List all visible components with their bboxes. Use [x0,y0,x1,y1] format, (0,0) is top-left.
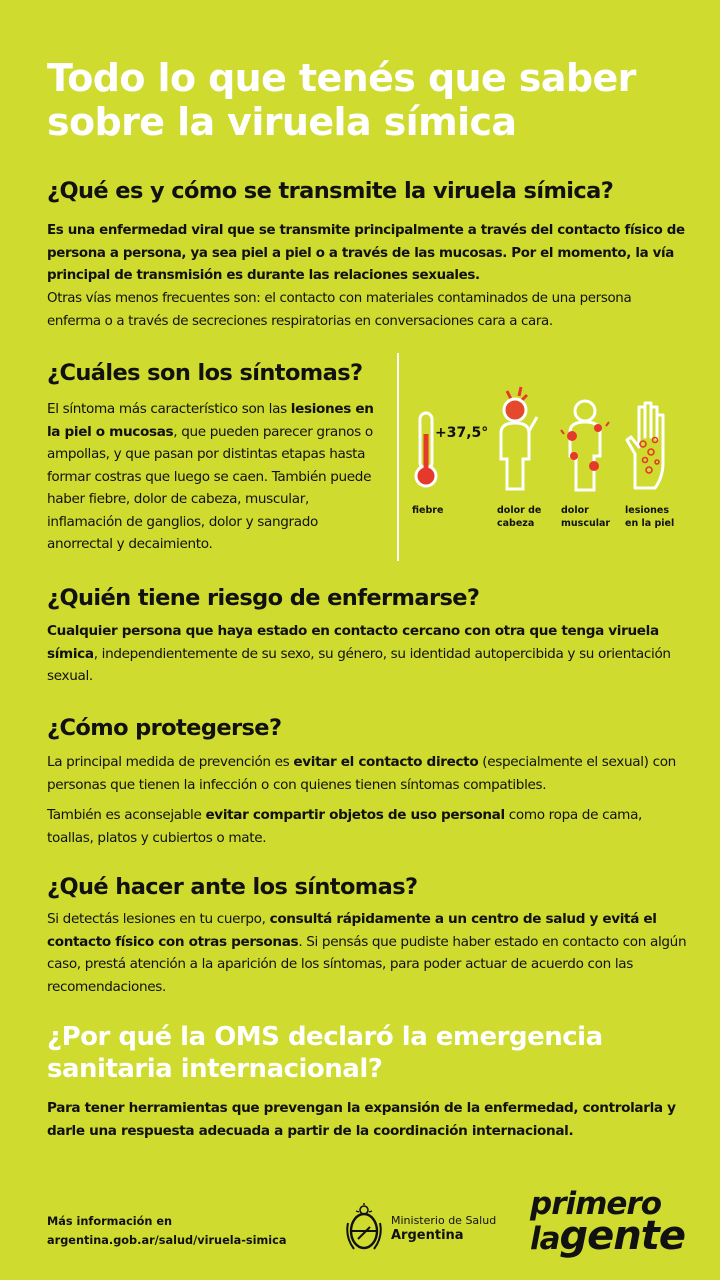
section-oms-text: Para tener herramientas que prevengan la expansión de la enfermedad, controlarla y darle una respuesta adecuada a partir de la coordinación internacional. [47,1100,676,1139]
primero-la-gente-logo [530,1186,686,1259]
icon-label-fever: fiebre [412,505,444,516]
ministry-logo-text [391,1213,496,1243]
section-risk-heading: ¿Quién tiene riesgo de enfermarse? [47,585,480,611]
logo-line-2: lagente [530,1213,686,1259]
ministry-name: Ministerio de Salud [391,1214,497,1227]
section-oms-heading: ¿Por qué la OMS declaró la emergencia sanitaria internacional? [47,1022,603,1084]
section-what-is-bold-text: Es una enfermedad viral que se transmite principalmente a través del contacto físico de persona a persona, ya sea piel a piel o a través de las mucosas. Por el momento, la vía principal de transmisión es durante las relaciones sexuales. [47,223,685,283]
symptoms-divider [397,353,399,561]
temperature-label: +37,5° [435,425,489,441]
muscle-pain-icon [560,398,610,498]
section-symptoms-action-text: Si detectás lesiones en tu cuerpo, consultá rápidamente a un centro de salud y evitá el contacto físico con otras personas. Si pensás que pudiste haber estado en contacto con algún caso, prestá atención a la aparición de los síntomas, para poder actuar de acuerdo con las recomendaciones. [47,911,687,995]
section-symptoms-text: El síntoma más característico son las lesiones en la piel o mucosas, que pueden parecer granos o ampollas, y que pasan por distintas etapas hasta formar costras que luego se caen. También puede haber fiebre, dolor de cabeza, muscular, inflamación de ganglios, dolor y sangrado anorrectal y decaimiento. [47,401,374,552]
more-info-label: Más información en [47,1215,173,1228]
icon-label-skin-lesions: lesiones en la piel [625,505,675,529]
headache-icon [493,383,545,493]
section-what-is-heading: ¿Qué es y cómo se transmite la viruela símica? [47,178,614,204]
section-what-is-text: Otras vías menos frecuentes son: el contacto con materiales contaminados de una persona enferma o a través de secreciones respiratorias en conversaciones cara a cara. [47,291,632,329]
more-info [47,1212,287,1250]
section-protect-heading: ¿Cómo protegerse? [47,715,282,741]
ministry-country: Argentina [391,1228,464,1243]
section-symptoms-heading: ¿Cuáles son los síntomas? [47,360,363,386]
more-info-link[interactable]: argentina.gob.ar/salud/viruela-simica [47,1234,287,1247]
skin-lesions-hand-icon [625,398,667,493]
section-symptoms-action-heading: ¿Qué hacer ante los síntomas? [47,874,418,900]
page-title: Todo lo que tenés que saber sobre la viruela símica [47,56,636,144]
icon-label-headache: dolor de cabeza [497,505,542,529]
section-risk-text: Cualquier persona que haya estado en contacto cercano con otra que tenga viruela símica, independientemente de su sexo, su género, su identidad autopercibida y su orientación sexual. [47,623,671,684]
argentina-coat-of-arms-icon [344,1201,384,1253]
section-protect-text-1: La principal medida de prevención es evitar el contacto directo (especialmente el sexual) con personas que tienen la infección o con quienes tienen síntomas compatibles. [47,754,676,793]
logo-line-1: primero [530,1186,662,1222]
thermometer-icon [412,410,440,490]
section-protect-text-2: También es aconsejable evitar compartir objetos de uso personal como ropa de cama, toallas, platos y cubiertos o mate. [47,807,643,846]
icon-label-muscle-pain: dolor muscular [561,505,611,529]
